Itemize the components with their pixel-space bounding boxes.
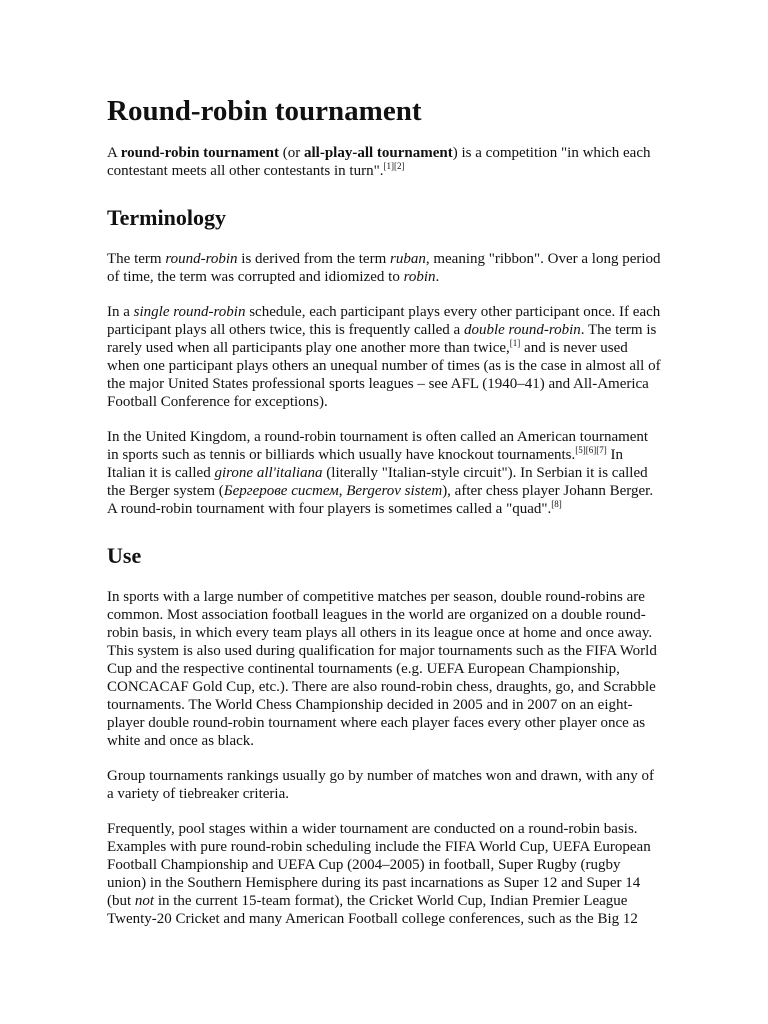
- text: , meaning "ribbon". Over a long period of time, the term was corrupted and idiomized to: [107, 251, 661, 285]
- text: A: [107, 145, 121, 161]
- citation-link[interactable]: [1]: [509, 338, 521, 348]
- text: . The term is rarely used when all participants play one another more than twice,: [107, 322, 657, 356]
- text: In the United Kingdom, a round-robin tournament is often called an American tournament in sports such as tennis or billiards which usually have knockout tournaments.: [107, 429, 649, 463]
- italic-term: double round-robin: [463, 322, 581, 338]
- italic-term: robin: [403, 269, 436, 285]
- citation-link[interactable]: [1][2]: [383, 161, 405, 171]
- italic-term: girone all'italiana: [214, 465, 323, 481]
- text: .: [435, 269, 440, 285]
- citation-link[interactable]: [5][6][7]: [575, 445, 607, 455]
- text: Frequently, pool stages within a wider tournament are conducted on a round-robin basis. Examples with pure round-robin scheduling include the FIFA World Cup, UEFA European Football Championship and UEFA Cup (2004–2005) in football, Super Rugby (rugby union) in the Southern Hemisphere during its past incarnations as Super 12 and Super 14 (but: [107, 821, 651, 909]
- text: in the current 15-team format), the Cricket World Cup, Indian Premier League Twenty-20 Cricket and many American Football college conferences, such as the Big 12: [107, 893, 638, 927]
- text: In a: [107, 304, 134, 320]
- text: In Italian it is called: [107, 447, 623, 481]
- italic-term: not: [134, 893, 155, 909]
- use-paragraph-2: Group tournaments rankings usually go by number of matches won and drawn, with any of a variety of tiebreaker criteria.: [107, 768, 654, 802]
- bold-term: round-robin tournament: [120, 145, 279, 161]
- section-heading-use: Use: [107, 543, 142, 568]
- terminology-paragraph-3: [107, 428, 662, 518]
- text: and is never used when one participant plays others an unequal number of times (as is the case in almost all of the major United States professional sports leagues – see AFL (1940–41) and All-America Football Conference for exceptions).: [107, 340, 661, 410]
- citation-link[interactable]: [8]: [551, 499, 562, 509]
- page-title: Round-robin tournament: [107, 95, 422, 127]
- text: ) is a competition "in which each contestant meets all other contestants in turn".: [107, 145, 651, 179]
- text: ,: [338, 483, 347, 499]
- italic-term: ruban: [390, 251, 426, 267]
- italic-term: Bergerov sistem: [346, 483, 443, 499]
- text: ), after chess player Johann Berger. A round-robin tournament with four players is sometimes called a "quad".: [107, 483, 654, 517]
- italic-term: Бергерове систем: [223, 483, 339, 499]
- terminology-paragraph-2: [107, 303, 662, 411]
- intro-paragraph: [107, 144, 662, 180]
- italic-term: round-robin: [165, 251, 238, 267]
- text: The term: [107, 251, 166, 267]
- italic-term: single round-robin: [133, 304, 246, 320]
- terminology-paragraph-1: [107, 250, 662, 286]
- use-paragraph-1: In sports with a large number of competitive matches per season, double round-robins are common. Most association football leagues in the world are organized on a double round-robin basis, in which every team plays all others in its league once at home and once away. This system is also used during qualification for major tournaments such as the FIFA World Cup and the respective continental tournaments (e.g. UEFA European Championship, CONCACAF Gold Cup, etc.). There are also round-robin chess, draughts, go, and Scrabble tournaments. The World Chess Championship decided in 2005 and in 2007 on an eight-player double round-robin tournament where each player faces every other player once as white and once as black.: [107, 589, 657, 749]
- text: schedule, each participant plays every other participant once. If each participant plays all others twice, this is frequently called a: [107, 304, 661, 338]
- bold-term: all-play-all tournament: [304, 145, 453, 161]
- text: (literally "Italian-style circuit"). In Serbian it is called the Berger system (: [107, 465, 648, 499]
- section-heading-terminology: Terminology: [107, 205, 226, 230]
- text: is derived from the term: [237, 251, 391, 267]
- use-paragraph-3: [107, 820, 662, 928]
- text: (or: [279, 145, 304, 161]
